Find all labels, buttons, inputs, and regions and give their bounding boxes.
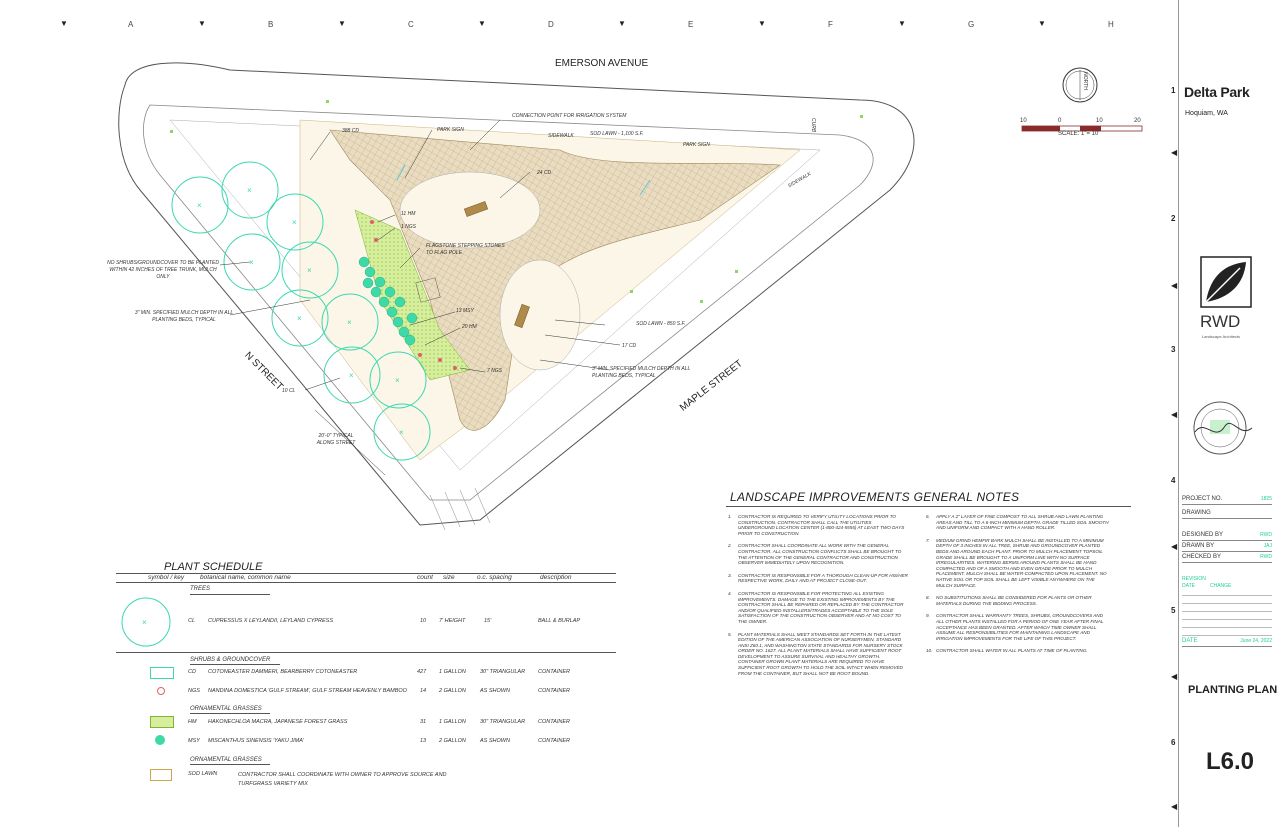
- divider: [190, 764, 270, 765]
- cd-symbol-icon: [150, 667, 174, 679]
- grid-marker-icon: ▼: [758, 19, 766, 28]
- svg-text:×: ×: [197, 201, 202, 210]
- grid-letter: A: [128, 20, 134, 29]
- grid-number: 4: [1171, 476, 1176, 485]
- row-desc: CONTAINER: [538, 738, 570, 744]
- grid-letter: H: [1108, 20, 1114, 29]
- designed-by-field: DESIGNED BY RWD: [1182, 532, 1272, 541]
- plant-callout: 388 CD: [342, 128, 359, 134]
- divider: [190, 594, 270, 595]
- divider: [190, 664, 280, 665]
- scale-tick: 10: [1020, 118, 1027, 124]
- notes-column-right: [926, 514, 1111, 661]
- north-label: NORTH: [1081, 72, 1088, 90]
- grid-marker-icon: ▼: [478, 19, 486, 28]
- checked-by-field: CHECKED BY RWD: [1182, 554, 1272, 563]
- notes-title: LANDSCAPE IMPROVEMENTS GENERAL NOTES: [730, 490, 1020, 504]
- grid-letter: E: [688, 20, 694, 29]
- note-item: 6. APPLY A 2" LAYER OF FINE COMPOST TO ALL SHRUB AND LAWN PLANTING AREAS AND TILL TO A 6-INCH MINIMUM DEPTH. GRADE TILLED SOIL SMOOTH AND UNIFORM AND COMPACT WITH A HAND ROLLER.: [926, 514, 1109, 531]
- row-size: 7' HEIGHT: [439, 618, 466, 624]
- row-spacing: AS SHOWN: [480, 688, 510, 694]
- sod-lawn-label: SOD LAWN - 1,100 S.F.: [590, 131, 644, 137]
- project-title: Delta Park: [1184, 84, 1250, 100]
- row-spacing: 30" TRIANGULAR: [480, 719, 526, 725]
- row-key: MSY: [188, 738, 200, 744]
- scale-tick: 20: [1134, 118, 1141, 124]
- spacing-note: 20'-0" TYPICAL ALONG STREET: [316, 433, 356, 446]
- grid-marker-icon: ◀: [1171, 281, 1178, 290]
- row-key: SOD LAWN: [188, 771, 218, 777]
- svg-text:×: ×: [349, 371, 354, 380]
- row-desc: CONTAINER: [538, 688, 570, 694]
- plant-callout: 20 HM: [462, 324, 477, 330]
- grid-marker-icon: ◀: [1171, 410, 1178, 419]
- divider: [116, 582, 616, 583]
- svg-text:×: ×: [292, 218, 297, 227]
- schedule-group: ORNAMENTAL GRASSES: [190, 706, 262, 712]
- schedule-header: symbol / key: [148, 574, 185, 581]
- svg-text:×: ×: [247, 186, 252, 195]
- park-sign-label: PARK SIGN: [683, 142, 710, 148]
- svg-text:×: ×: [399, 428, 404, 437]
- sidewalk-label: SIDEWALK: [548, 133, 574, 139]
- row-count: 10: [420, 618, 427, 624]
- plant-schedule-title: PLANT SCHEDULE: [164, 561, 263, 573]
- row-count: 427: [417, 669, 427, 675]
- grid-number: 3: [1171, 345, 1176, 354]
- schedule-header: count: [417, 574, 433, 581]
- mulch-note: 3" MIN. SPECIFIED MULCH DEPTH IN ALL PLANTING BEDS, TYPICAL: [592, 366, 691, 379]
- row-key: CD: [188, 669, 196, 675]
- note-item: 9. CONTRACTOR SHALL WARRANTY TREES, SHRUBS, GROUNDCOVERS AND ALL OTHER PLANTS INSTALLED FOR A PERIOD OF ONE YEAR AFTER FINAL ACCEPTANCE HAS BEEN GRANTED. AFTER WHICH TIME OWNER SHALL ASSUME ALL RESPONSIBILITIES FOR MAINTAINING LANDSCAPE AND IRRIGATION IMPROVEMENTS FOR THE LIFE OF THIS PROJECT.: [926, 613, 1104, 641]
- grid-number: 6: [1171, 738, 1176, 747]
- note-item: 3. CONTRACTOR IS RESPONSIBLE FOR A THOROUGH CLEAN-UP FOR HIS/HER RESPECTIVE WORK, DAILY AND AT PROJECT CLOSE-OUT.: [728, 572, 908, 584]
- row-count: 13: [420, 738, 427, 744]
- park-sign-label: PARK SIGN: [437, 127, 464, 133]
- row-key: NGS: [188, 688, 200, 694]
- hm-symbol-icon: [150, 716, 174, 728]
- grid-marker-icon: ▼: [898, 19, 906, 28]
- leaf-logo-icon: [1200, 256, 1252, 308]
- sidewalk-label: SIDEWALK: [787, 171, 813, 190]
- svg-text:×: ×: [347, 318, 352, 327]
- grid-number: 2: [1171, 214, 1176, 223]
- sheet-name: PLANTING PLAN: [1188, 684, 1278, 696]
- street-label-north: EMERSON AVENUE: [555, 58, 649, 69]
- grid-marker-icon: ▼: [198, 19, 206, 28]
- schedule-header: size: [443, 574, 455, 581]
- schedule-group: TREES: [190, 586, 211, 592]
- svg-text:×: ×: [249, 258, 254, 267]
- plant-callout: 11 HM: [401, 211, 416, 217]
- schedule-header: o.c. spacing: [477, 574, 512, 581]
- row-size: 2 GALLON: [439, 738, 466, 744]
- svg-text:×: ×: [395, 376, 400, 385]
- scale-tick: 10: [1096, 118, 1103, 124]
- notes-column-left: [728, 514, 908, 683]
- note-item: 4. CONTRACTOR IS RESPONSIBLE FOR PROTECTING ALL EXISTING IMPROVEMENTS. DAMAGE TO THE EXISTING IMPROVEMENTS BY THE CONTRACTOR SHALL BE REPAIRED OR REPLACED BY THE CONTRACTOR AND/OR QUALIFIED INSTALLERS/TRADES ACCEPTABLE TO THE SOLE SATISFACTION OF THE CONSTRUCTION OBSERVER AND AT NO COST TO THE OWNER.: [728, 590, 904, 624]
- grid-marker-icon: ▼: [60, 19, 68, 28]
- row-name: CONTRACTOR SHALL COORDINATE WITH OWNER TO APPROVE SOURCE AND TURFGRASS VARIETY MIX: [238, 772, 447, 787]
- note-item: 7. MEDIUM GRIND HEMFIR BARK MULCH SHALL BE INSTALLED TO A MINIMUM DEPTH OF 3 INCHES IN ALL TREE, SHRUB AND GROUNDCOVER PLANTED BEDS AND AROUND EACH PLANT. PRIOR TO MULCH PLACEMENT TOPSOIL GRADE SHALL BE BROUGHT TO A UNIFORM LINE WITH NO SURFACE IRREGULARITIES. WATERING BERMS AROUND PLANTS SHALL BE HAND COMPACTED AND OF A SMOOTH AND EVEN GRADE PRIOR TO MULCH PLACEMENT. MULCH SHALL BE WATER-COMPACTED UPON PLACEMENT. NO NATIVE SOIL OR TOP SOIL SHALL BE LEFT VISIBLE ANYWHERE ON THE MULCH SURFACE.: [926, 537, 1107, 588]
- revision-change-col: CHANGE: [1210, 583, 1232, 589]
- msy-symbol-icon: [155, 735, 165, 745]
- north-arrow-icon: [1063, 68, 1097, 102]
- row-desc: BALL & BURLAP: [538, 618, 581, 624]
- scale-tick: 0: [1058, 118, 1062, 124]
- grid-letter: G: [968, 20, 975, 29]
- divider: [726, 506, 1131, 507]
- no-shrubs-note: NO SHRUBS/GROUNDCOVER TO BE PLANTED WITHIN 42 INCHES OF TREE TRUNK, MULCH ONLY: [107, 260, 219, 280]
- sheet-number: L6.0: [1206, 748, 1255, 775]
- schedule-header: description: [540, 574, 572, 581]
- row-key: CL: [188, 618, 196, 624]
- firm-name: RWD: [1200, 312, 1241, 331]
- plant-callout: 1 NGS: [401, 224, 417, 230]
- plant-callout: 17 CD: [622, 343, 637, 349]
- grid-number: 5: [1171, 606, 1176, 615]
- irrigation-label: CONNECTION POINT FOR IRRIGATION SYSTEM: [512, 113, 627, 119]
- plant-callout: 7 NGS: [487, 368, 503, 374]
- note-item: 2. CONTRACTOR SHALL COORDINATE ALL WORK WITH THE GENERAL CONTRACTOR. ALL CONSTRUCTION CONFLICTS SHALL BE BROUGHT TO THE ATTENTION OF THE GENERAL CONTRACTOR AND CONSTRUCTION OBSERVER IMMEDIATELY UPON RECOGNITION.: [728, 543, 902, 566]
- row-size: 2 GALLON: [439, 688, 466, 694]
- sod-symbol-icon: [150, 769, 172, 781]
- row-name: HAKONECHLOA MACRA, JAPANESE FOREST GRASS: [208, 719, 348, 725]
- svg-text:×: ×: [142, 618, 147, 627]
- grid-letter: F: [828, 20, 833, 29]
- row-name: CUPRESSUS X LEYLANDII, LEYLAND CYPRESS: [208, 618, 334, 624]
- row-desc: CONTAINER: [538, 669, 570, 675]
- row-count: 31: [420, 719, 427, 725]
- row-count: 14: [420, 688, 427, 694]
- row-size: 1 GALLON: [439, 719, 466, 725]
- row-name: COTONEASTER DAMMERI, BEARBERRY COTONEASTER: [208, 669, 358, 675]
- row-spacing: 15': [484, 618, 492, 624]
- firm-subtitle: Landscape Architects: [1202, 334, 1241, 339]
- svg-text:×: ×: [297, 314, 302, 323]
- schedule-group: SHRUBS & GROUNDCOVER: [190, 657, 271, 663]
- note-item: 8. NO SUBSTITUTIONS SHALL BE CONSIDERED FOR PLANTS OR OTHER MATERIALS DURING THE BIDDING PROCESS.: [926, 595, 1092, 606]
- grid-marker-icon: ◀: [1171, 148, 1178, 157]
- grid-letter: C: [408, 20, 414, 29]
- project-location: Hoquiam, WA: [1185, 110, 1228, 117]
- grid-marker-icon: ▼: [1038, 19, 1046, 28]
- schedule-group: ORNAMENTAL GRASSES: [190, 757, 262, 763]
- curb-label: CURB: [810, 118, 816, 133]
- row-spacing: AS SHOWN: [480, 738, 510, 744]
- row-key: HM: [188, 719, 197, 725]
- row-size: 1 GALLON: [439, 669, 466, 675]
- row-desc: CONTAINER: [538, 719, 570, 725]
- note-item: 10. CONTRACTOR SHALL WATER IN ALL PLANTS AT TIME OF PLANTING.: [926, 648, 1088, 654]
- flagstone-label: FLAGSTONE STEPPING STONES TO FLAG POLE: [426, 243, 505, 256]
- revision-label: REVISION: [1182, 576, 1206, 582]
- schedule-header: botanical name, common name: [200, 574, 291, 581]
- street-label-east: MAPLE STREET: [678, 358, 745, 414]
- row-spacing: 30" TRIANGULAR: [480, 669, 526, 675]
- row-name: NANDINA DOMESTICA 'GULF STREAM', GULF STREAM HEAVENLY BAMBOO: [208, 688, 407, 694]
- ngs-symbol-icon: [157, 687, 165, 695]
- grid-marker-icon: ▼: [618, 19, 626, 28]
- grid-marker-icon: ◀: [1171, 672, 1178, 681]
- mulch-note: 3" MIN. SPECIFIED MULCH DEPTH IN ALL PLANTING BEDS, TYPICAL: [134, 310, 234, 323]
- svg-text:×: ×: [307, 266, 312, 275]
- plant-callout: 24 CD: [537, 170, 552, 176]
- drawing-field: DRAWING: [1182, 510, 1272, 519]
- divider: [190, 713, 270, 714]
- scale-label: SCALE: 1"= 10': [1058, 131, 1100, 137]
- grid-marker-icon: ▼: [338, 19, 346, 28]
- plant-callout: 10 CL: [282, 388, 296, 394]
- note-item: 1. CONTRACTOR IS REQUIRED TO VERIFY UTILITY LOCATIONS PRIOR TO CONSTRUCTION. CONTRACTOR SHALL CALL THE UTILITIES UNDERGROUND LOCATION CENTER (1-800-424-5555) AT LEAST TWO DAYS PRIOR TO CONSTRUCTION.: [728, 514, 905, 536]
- grid-number: 1: [1171, 86, 1176, 95]
- grid-letter: D: [548, 20, 554, 29]
- drawn-by-field: DRAWN BY JAJ: [1182, 543, 1272, 552]
- project-no-field: PROJECT NO. 1825: [1182, 496, 1272, 505]
- grid-marker-icon: ◀: [1171, 542, 1178, 551]
- grid-marker-icon: ◀: [1171, 802, 1178, 811]
- sod-lawn-label: SOD LAWN - 850 S.F.: [636, 321, 686, 327]
- row-name: MISCANTHUS SINENSIS 'YAKU JIMA': [208, 738, 304, 744]
- grid-letter: B: [268, 20, 274, 29]
- plant-callout: 13 MSY: [456, 308, 474, 314]
- date-field: DATE June 24, 2022: [1182, 638, 1272, 647]
- divider: [116, 652, 616, 653]
- tree-symbol-icon: [116, 596, 176, 648]
- note-item: 5. PLANT MATERIALS SHALL MEET STANDARDS SET FORTH IN THE LATEST EDITION OF THE AMERICAN ASSOCIATION OF NURSERYMEN, STANDARD ANSI Z60.1, AND WASHINGTON STATE STANDARDS FOR NURSERY STOCK ORDER NO. 1627. ALL PLANT MATERIALS SHALL HAVE SUFFICIENT ROOT DEVELOPMENT TO ASSURE SURVIVAL AND HEALTHY GROWTH. CONTAINER GROWN PLANT MATERIALS ARE REQUIRED TO HAVE SUFFICIENT ROOT GROWTH TO HOLD THE SOIL INTACT WHEN REMOVED FROM THE CONTAINER, BUT SHALL NOT BE ROOT BOUND.: [728, 631, 903, 676]
- street-label-west: N STREET: [242, 350, 285, 393]
- architect-seal-icon: [1190, 398, 1256, 458]
- revision-date-col: DATE: [1182, 583, 1195, 589]
